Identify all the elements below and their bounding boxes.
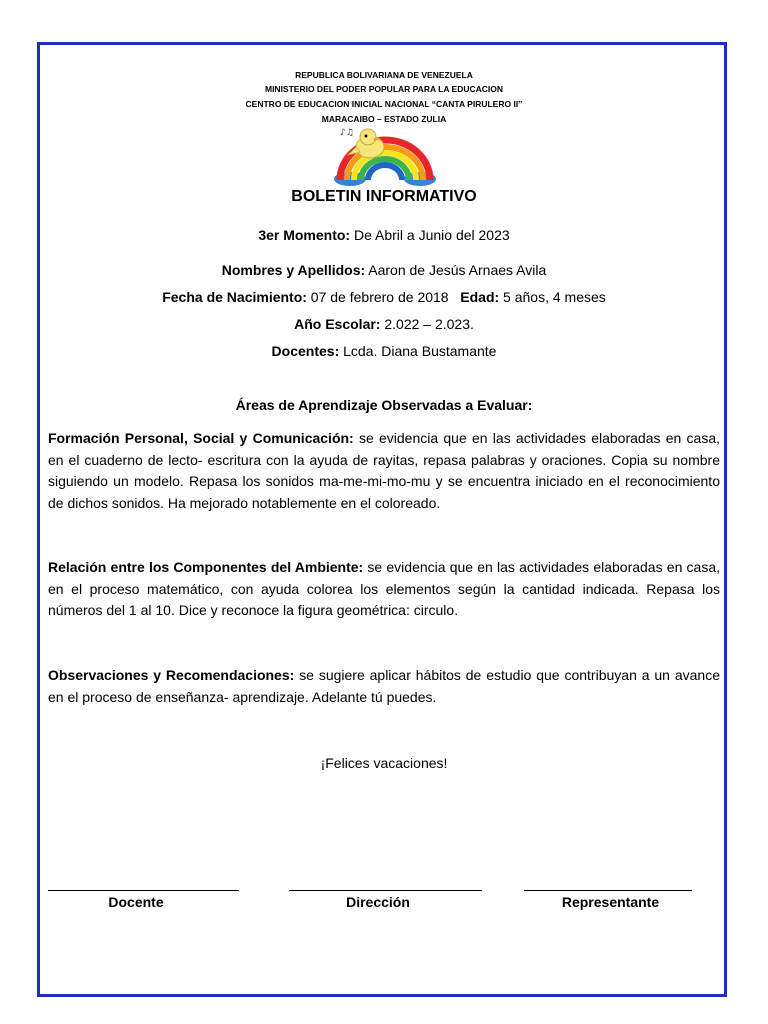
- year-value: 2.022 – 2.023.: [380, 316, 474, 332]
- momento-value: De Abril a Junio del 2023: [350, 227, 510, 243]
- student-name-line: [0, 262, 768, 278]
- header-location: MARACAIBO – ESTADO ZULIA: [321, 114, 447, 124]
- closing-message: ¡Felices vacaciones!: [320, 755, 448, 771]
- signature-label-docente: Docente: [108, 894, 164, 910]
- teacher-line: [0, 343, 768, 359]
- section-formacion: [48, 428, 720, 514]
- signature-label-representante: Representante: [561, 894, 660, 910]
- header-ministry: MINISTERIO DEL PODER POPULAR PARA LA EDUCACION: [264, 84, 503, 94]
- header-republic: REPUBLICA BOLIVARIANA DE VENEZUELA: [295, 70, 473, 80]
- section-observaciones: [48, 665, 720, 708]
- birth-label: Fecha de Nacimiento:: [162, 289, 307, 305]
- section-text: se evidencia que en las actividades elaboradas en casa, en el cuaderno de lecto- escritura con la ayuda de rayitas, repasa palabras y oraciones. Copia su nombre siguiendo un modelo. Repasa los sonidos ma-me-mi-mo-mu y se encuentra iniciado en el reconocimiento de dichos sonidos. Ha mejorado notablemente en el coloreado.: [48, 430, 721, 511]
- teacher-label: Docentes:: [271, 343, 340, 359]
- name-label: Nombres y Apellidos:: [221, 262, 366, 278]
- age-label: Edad:: [460, 289, 500, 305]
- signature-label-direccion: Dirección: [346, 894, 410, 910]
- teacher-value: Lcda. Diana Bustamante: [339, 343, 497, 359]
- rainbow-bird-logo: [330, 125, 440, 187]
- section-text: se evidencia que en las actividades elaboradas en casa, en el proceso matemático, con ayuda colorea los elementos según la cantidad indicada. Repasa los números del 1 al 10. Dice y reconoce la figura geométrica: circulo.: [48, 559, 720, 618]
- signature-line-representante: [524, 890, 692, 891]
- school-year-line: [0, 316, 768, 332]
- section-label: Relación entre los Componentes del Ambiente:: [48, 559, 364, 575]
- birth-value: 07 de febrero de 2018: [306, 289, 449, 305]
- signature-line-direccion: [289, 890, 482, 891]
- age-value: 5 años, 4 meses: [499, 289, 606, 305]
- name-value: Aaron de Jesús Arnaes Avila: [365, 262, 547, 278]
- header-school: CENTRO DE EDUCACION INICIAL NACIONAL “CANTA PIRULERO II”: [245, 99, 523, 109]
- section-text: se sugiere aplicar hábitos de estudio que contribuyan a un avance en el proceso de enseñanza- aprendizaje. Adelante tú puedes.: [48, 667, 720, 705]
- birth-age-line: [0, 289, 768, 305]
- signature-line-docente: [48, 890, 239, 891]
- document-title: BOLETIN INFORMATIVO: [291, 188, 477, 205]
- momento-label: 3er Momento:: [258, 227, 351, 243]
- section-relacion: [48, 557, 720, 622]
- svg-text:♪♫: ♪♫: [340, 128, 354, 138]
- momento-line: [0, 227, 768, 243]
- section-label: Formación Personal, Social y Comunicación:: [48, 430, 354, 446]
- areas-heading: Áreas de Aprendizaje Observadas a Evaluar:: [235, 397, 533, 413]
- section-label: Observaciones y Recomendaciones:: [48, 667, 295, 683]
- year-label: Año Escolar:: [294, 316, 381, 332]
